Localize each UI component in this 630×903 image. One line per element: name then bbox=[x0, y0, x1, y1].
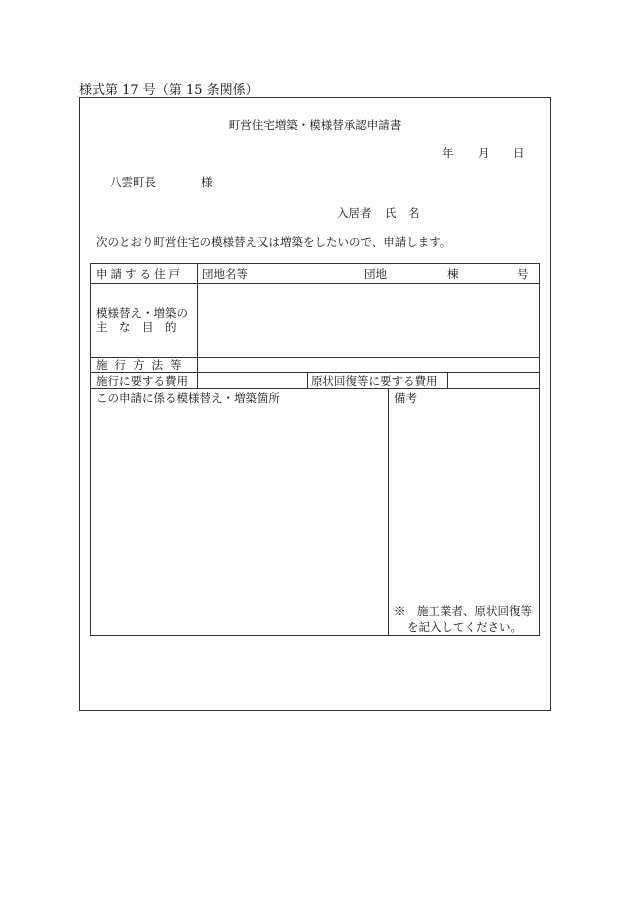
row-divider bbox=[91, 372, 539, 373]
intro-text: 次のとおり町営住宅の模様替え又は増築をしたいので、申請します。 bbox=[96, 235, 452, 249]
purpose-label-line1: 模様替え・増築の bbox=[96, 306, 188, 320]
date-year-label: 年 bbox=[442, 146, 454, 160]
building-suffix-label: 棟 bbox=[447, 267, 459, 281]
purpose-label-line2: 主 な 目 的 bbox=[96, 320, 177, 334]
applicant-role: 入居者 bbox=[337, 206, 372, 220]
label-column-divider bbox=[197, 264, 198, 388]
application-table bbox=[90, 263, 540, 636]
construction-method-label: 施行方法等 bbox=[96, 358, 189, 372]
row-divider bbox=[91, 283, 539, 284]
addressee-honorific: 様 bbox=[201, 175, 213, 189]
date-day-label: 日 bbox=[513, 146, 525, 160]
addressee-name: 八雲町長 bbox=[110, 175, 156, 189]
applied-unit-label: 申請する住戸 bbox=[96, 267, 183, 281]
estate-name-label: 団地名等 bbox=[202, 267, 248, 281]
applicant-name-label: 氏 名 bbox=[385, 206, 420, 220]
form-title: 町営住宅増築・模様替承認申請書 bbox=[228, 118, 402, 132]
remarks-note-line2: を記入してください。 bbox=[407, 620, 522, 634]
form-number-label: 様式第 17 号（第 15 条関係） bbox=[79, 83, 259, 98]
remarks-column-divider bbox=[388, 388, 389, 636]
remarks-note-line1: ※ 施工業者、原状回復等 bbox=[394, 604, 532, 618]
cost-column-divider bbox=[447, 372, 448, 388]
alteration-location-label: この申請に係る模様替え・増築箇所 bbox=[96, 391, 280, 405]
restoration-cost-label: 原状回復等に要する費用 bbox=[311, 374, 438, 388]
estate-suffix-label: 団地 bbox=[364, 267, 387, 281]
construction-cost-label: 施行に要する費用 bbox=[96, 374, 188, 388]
remarks-label: 備考 bbox=[394, 391, 417, 405]
row-divider bbox=[91, 388, 539, 389]
date-month-label: 月 bbox=[478, 146, 490, 160]
unit-number-suffix-label: 号 bbox=[517, 267, 529, 281]
cost-column-divider bbox=[307, 372, 308, 388]
